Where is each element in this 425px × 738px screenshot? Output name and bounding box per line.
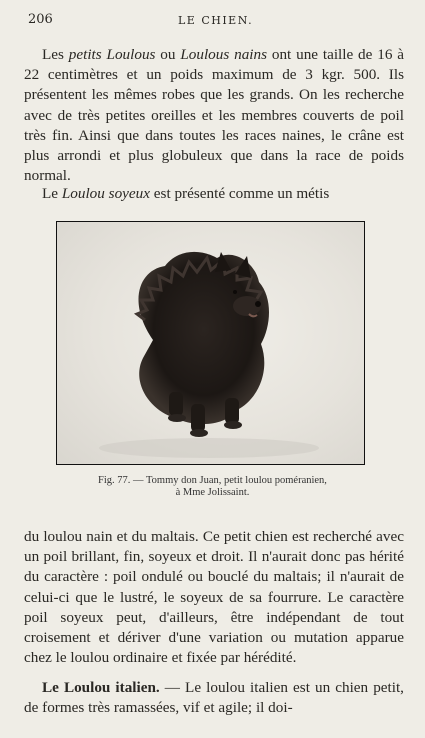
text-fragment: ont une taille de 16 à 22 centimètres et un poids maximum de 3 kgr. 500. Ils présentent les mêmes robes que les grands. On les recherche avec de très petites oreilles et les membres couverts de poil très fin. Ainsi que dans toutes les races naines, le crâne est plus arrondi et plus globuleux que dans la race de poids normal. [24,46,404,185]
page-number: 206 [28,12,53,27]
paragraph-loulou-italien [24,678,404,718]
term-loulous-nains: Loulous nains [180,46,268,63]
section-heading-loulou-italien: Le Loulou italien. [42,679,160,696]
term-loulou-soyeux: Loulou soyeux [61,185,150,202]
figure-caption [40,475,385,499]
paragraph-petits-loulous [24,45,404,186]
paragraph-continued: du loulou nain et du maltais. Ce petit chien est recherché avec un poil brillant, fin, soyeux et droit. Il n'aurait donc pas hérité du caractère : poil ondulé ou bouclé du maltais; il n'aurait de celui-ci que le lustré, le soyeux de sa fourrure. Le caractère poil soyeux peut, d'ailleurs, être indépendant de tout croisement et dériver d'une variation ou mutation apparue chez le loulou ordinaire et fixée par hérédité. [24,528,404,667]
pomeranian-dog-illustration [57,222,364,464]
text-fragment: ou [155,46,181,63]
paragraph-loulou-soyeux [24,184,404,204]
dog-photo [57,222,364,464]
text-fragment: est présenté comme un métis [150,185,330,202]
page-header [28,10,401,30]
caption-line: Fig. 77. — Tommy don Juan, petit loulou poméranien, [98,475,327,486]
text-fragment: Le [42,185,62,202]
running-title: LE CHIEN. [178,14,254,27]
term-petits-loulous: petits Loulous [68,46,156,63]
text-fragment: Les [42,46,69,63]
figure-photo-frame [56,221,365,465]
caption-line: à Mme Jolissaint. [175,487,250,498]
text-fragment: — Le loulou italien est un chien petit, de formes très ramassées, vif et agile; il doi- [24,679,404,717]
